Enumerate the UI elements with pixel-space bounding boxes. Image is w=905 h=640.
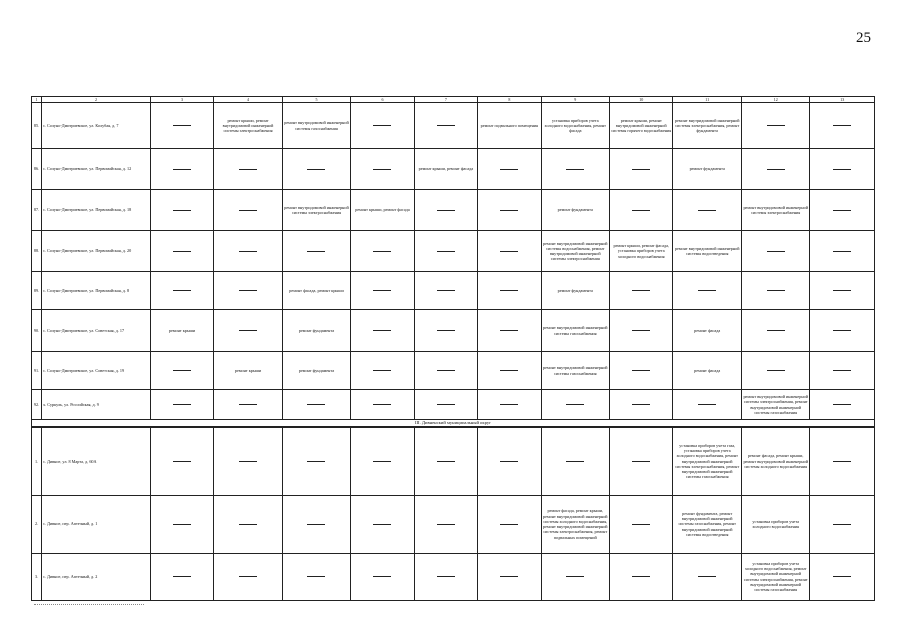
table-row — [32, 553, 875, 600]
works-cell: установка приборов учета холодного водоснабжения, ремонт фасада — [541, 103, 609, 149]
address-cell: с. Солуно-Дмитриевское, ул. Первомайская, д. 12 — [42, 149, 151, 190]
dash-mark — [173, 370, 191, 371]
column-number-2: 2 — [42, 97, 151, 103]
empty-dash-cell — [810, 390, 875, 420]
dash-mark — [173, 404, 191, 405]
empty-dash-cell — [351, 149, 414, 190]
dash-mark — [239, 461, 257, 462]
empty-dash-cell — [351, 390, 414, 420]
dash-mark — [500, 251, 518, 252]
table-row — [32, 190, 875, 231]
empty-dash-cell — [414, 190, 477, 231]
empty-dash-cell — [414, 553, 477, 600]
empty-dash-cell — [414, 231, 477, 272]
works-cell: установка приборов учета холодного водоснабжения — [741, 495, 809, 553]
empty-dash-cell — [673, 272, 741, 310]
address-cell: с. Солуно-Дмитриевское, ул. Первомайская, д. 8 — [42, 272, 151, 310]
empty-dash-cell — [478, 190, 541, 231]
dash-mark — [437, 370, 455, 371]
empty-dash-cell — [150, 272, 213, 310]
dash-mark — [437, 290, 455, 291]
empty-dash-cell — [414, 390, 477, 420]
works-cell: ремонт фундамента — [541, 190, 609, 231]
dash-mark — [437, 461, 455, 462]
dash-mark — [833, 251, 851, 252]
dash-mark — [632, 330, 650, 331]
table-row — [32, 310, 875, 352]
empty-dash-cell — [150, 553, 213, 600]
empty-dash-cell — [214, 495, 282, 553]
works-cell: ремонт фундамента — [282, 310, 350, 352]
empty-dash-cell — [810, 495, 875, 553]
dash-mark — [239, 210, 257, 211]
works-cell: ремонт внутридомовой инженерной системы газоснабжения — [541, 310, 609, 352]
empty-dash-cell — [351, 553, 414, 600]
address-cell: с. Дивное, пер. Аптечный, д. 1 — [42, 495, 151, 553]
dash-mark — [767, 290, 785, 291]
address-cell: с. Солуно-Дмитриевское, ул. Первомайская, д. 18 — [42, 190, 151, 231]
works-cell: ремонт внутридомовой инженерной системы водоснабжения, ремонт внутридомовой инженерной системы электроснабжения — [541, 231, 609, 272]
empty-dash-cell — [150, 231, 213, 272]
empty-dash-cell — [673, 390, 741, 420]
dash-mark — [767, 330, 785, 331]
empty-dash-cell — [541, 427, 609, 495]
works-cell: ремонт крыши, ремонт внутридомовой инженерной системы горячего водоснабжения — [610, 103, 673, 149]
empty-dash-cell — [214, 310, 282, 352]
dash-mark — [173, 576, 191, 577]
dash-mark — [500, 524, 518, 525]
dash-mark — [173, 290, 191, 291]
empty-dash-cell — [282, 390, 350, 420]
table-row — [32, 272, 875, 310]
column-number-5: 5 — [282, 97, 350, 103]
column-number-7: 7 — [414, 97, 477, 103]
dash-mark — [239, 251, 257, 252]
works-cell: установка приборов учета газа, установка приборов учета холодного водоснабжения, ремонт внутридомовой инженерной системы электроснабжения, ремонт внутридомовой инженерной системы газоснабжения — [673, 427, 741, 495]
empty-dash-cell — [478, 427, 541, 495]
table-row — [32, 231, 875, 272]
empty-dash-cell — [610, 272, 673, 310]
dash-mark — [767, 169, 785, 170]
dash-mark — [698, 210, 716, 211]
works-cell: ремонт крыши, ремонт фасада — [414, 149, 477, 190]
works-cell: ремонт крыши — [214, 352, 282, 390]
empty-dash-cell — [610, 310, 673, 352]
dash-mark — [833, 290, 851, 291]
empty-dash-cell — [414, 310, 477, 352]
dash-mark — [500, 290, 518, 291]
dash-mark — [239, 169, 257, 170]
dash-mark — [632, 404, 650, 405]
empty-dash-cell — [478, 390, 541, 420]
dash-mark — [173, 524, 191, 525]
dash-mark — [833, 210, 851, 211]
empty-dash-cell — [351, 352, 414, 390]
dash-mark — [307, 576, 325, 577]
dash-mark — [698, 290, 716, 291]
works-cell: ремонт внутридомовой инженерной системы электроснабжения — [741, 190, 809, 231]
dash-mark — [373, 290, 391, 291]
address-cell: с. Дивное, пер. Аптечный, д. 2 — [42, 553, 151, 600]
works-cell: установка приборов учета холодного водоснабжения, ремонт внутридомовой инженерной системы электроснабжения, ремонт внутридомовой инженерной системы газоснабжения — [741, 553, 809, 600]
footer-dotted-line — [34, 604, 144, 605]
dash-mark — [833, 125, 851, 126]
empty-dash-cell — [282, 495, 350, 553]
empty-dash-cell — [351, 495, 414, 553]
dash-mark — [173, 461, 191, 462]
row-number: 89. — [32, 272, 42, 310]
table-row — [32, 352, 875, 390]
works-cell: ремонт внутридомовой инженерной системы водоотведения — [673, 231, 741, 272]
empty-dash-cell — [214, 190, 282, 231]
empty-dash-cell — [214, 553, 282, 600]
section-header-row — [32, 420, 875, 428]
dash-mark — [698, 404, 716, 405]
empty-dash-cell — [478, 352, 541, 390]
empty-dash-cell — [610, 495, 673, 553]
empty-dash-cell — [610, 149, 673, 190]
dash-mark — [833, 524, 851, 525]
empty-dash-cell — [478, 310, 541, 352]
empty-dash-cell — [282, 231, 350, 272]
empty-dash-cell — [282, 427, 350, 495]
empty-dash-cell — [478, 231, 541, 272]
section-title: III. Дивненский муниципальный округ — [32, 420, 875, 428]
works-cell: ремонт крыши, ремонт внутридомовой инженерной системы электроснабжения — [214, 103, 282, 149]
empty-dash-cell — [741, 310, 809, 352]
empty-dash-cell — [741, 231, 809, 272]
empty-dash-cell — [214, 149, 282, 190]
dash-mark — [566, 461, 584, 462]
works-cell: ремонт внутридомовой инженерной системы электроснабжения, ремонт внутридомовой инженерной системы газоснабжения — [741, 390, 809, 420]
dash-mark — [373, 576, 391, 577]
dash-mark — [437, 404, 455, 405]
works-cell: ремонт фундамента — [282, 352, 350, 390]
dash-mark — [698, 576, 716, 577]
empty-dash-cell — [741, 103, 809, 149]
empty-dash-cell — [150, 103, 213, 149]
address-cell: х. Суркуль, ул. Российская, д. 9 — [42, 390, 151, 420]
table-row — [32, 495, 875, 553]
row-number: 91. — [32, 352, 42, 390]
dash-mark — [632, 210, 650, 211]
dash-mark — [373, 169, 391, 170]
row-number: 1. — [32, 427, 42, 495]
empty-dash-cell — [351, 103, 414, 149]
dash-mark — [833, 404, 851, 405]
empty-dash-cell — [810, 352, 875, 390]
repair-schedule-table — [31, 96, 875, 601]
column-number-12: 12 — [741, 97, 809, 103]
dash-mark — [437, 524, 455, 525]
empty-dash-cell — [351, 310, 414, 352]
empty-dash-cell — [478, 495, 541, 553]
dash-mark — [239, 330, 257, 331]
row-number: 85. — [32, 103, 42, 149]
empty-dash-cell — [478, 149, 541, 190]
empty-dash-cell — [150, 149, 213, 190]
works-cell: ремонт фундамента — [673, 149, 741, 190]
works-cell: ремонт крыши — [150, 310, 213, 352]
empty-dash-cell — [810, 103, 875, 149]
dash-mark — [500, 370, 518, 371]
dash-mark — [767, 370, 785, 371]
empty-dash-cell — [282, 553, 350, 600]
column-number-3: 3 — [150, 97, 213, 103]
dash-mark — [173, 251, 191, 252]
dash-mark — [500, 576, 518, 577]
empty-dash-cell — [810, 553, 875, 600]
dash-mark — [767, 125, 785, 126]
column-number-4: 4 — [214, 97, 282, 103]
works-cell: ремонт внутридомовой инженерной системы электроснабжения, ремонт фундамента — [673, 103, 741, 149]
dash-mark — [500, 210, 518, 211]
empty-dash-cell — [214, 427, 282, 495]
empty-dash-cell — [610, 190, 673, 231]
empty-dash-cell — [414, 272, 477, 310]
works-cell: ремонт фундамента, ремонт внутридомовой инженерной системы газоснабжения, ремонт внутридомовой инженерной системы водоотведения — [673, 495, 741, 553]
empty-dash-cell — [214, 231, 282, 272]
empty-dash-cell — [150, 390, 213, 420]
row-number: 87. — [32, 190, 42, 231]
dash-mark — [632, 169, 650, 170]
dash-mark — [173, 125, 191, 126]
empty-dash-cell — [150, 495, 213, 553]
dash-mark — [833, 461, 851, 462]
works-cell: ремонт фасада — [673, 352, 741, 390]
dash-mark — [373, 125, 391, 126]
column-number-11: 11 — [673, 97, 741, 103]
dash-mark — [173, 210, 191, 211]
empty-dash-cell — [214, 272, 282, 310]
empty-dash-cell — [810, 190, 875, 231]
dash-mark — [307, 524, 325, 525]
empty-dash-cell — [414, 427, 477, 495]
dash-mark — [373, 370, 391, 371]
empty-dash-cell — [610, 352, 673, 390]
works-cell: ремонт внутридомовой инженерной системы электроснабжения — [282, 190, 350, 231]
row-number: 92. — [32, 390, 42, 420]
dash-mark — [373, 404, 391, 405]
empty-dash-cell — [150, 190, 213, 231]
address-cell: с. Солуно-Дмитриевское, ул. Советская, д. 17 — [42, 310, 151, 352]
empty-dash-cell — [610, 390, 673, 420]
dash-mark — [307, 169, 325, 170]
row-number: 86. — [32, 149, 42, 190]
empty-dash-cell — [810, 149, 875, 190]
page-number: 25 — [856, 30, 871, 46]
column-number-9: 9 — [541, 97, 609, 103]
dash-mark — [632, 461, 650, 462]
dash-mark — [500, 169, 518, 170]
dash-mark — [437, 576, 455, 577]
empty-dash-cell — [414, 352, 477, 390]
row-number: 90. — [32, 310, 42, 352]
empty-dash-cell — [351, 427, 414, 495]
works-cell: ремонт подвального помещения — [478, 103, 541, 149]
dash-mark — [239, 576, 257, 577]
dash-mark — [437, 125, 455, 126]
empty-dash-cell — [673, 190, 741, 231]
dash-mark — [500, 330, 518, 331]
column-number-1: 1 — [32, 97, 42, 103]
dash-mark — [500, 461, 518, 462]
dash-mark — [566, 576, 584, 577]
dash-mark — [833, 576, 851, 577]
empty-dash-cell — [414, 103, 477, 149]
dash-mark — [307, 251, 325, 252]
empty-dash-cell — [610, 553, 673, 600]
address-cell: с. Дивное, ул. 8 Марта, д. 60А — [42, 427, 151, 495]
dash-mark — [373, 251, 391, 252]
dash-mark — [239, 404, 257, 405]
table-row — [32, 390, 875, 420]
dash-mark — [632, 576, 650, 577]
dash-mark — [767, 251, 785, 252]
row-number: 2. — [32, 495, 42, 553]
dash-mark — [307, 404, 325, 405]
dash-mark — [373, 330, 391, 331]
empty-dash-cell — [741, 352, 809, 390]
works-cell: ремонт крыши, ремонт фасада — [351, 190, 414, 231]
dash-mark — [632, 290, 650, 291]
dash-mark — [632, 524, 650, 525]
empty-dash-cell — [351, 272, 414, 310]
works-cell: ремонт фасада, ремонт крыши, ремонт внутридомовой инженерной системы холодного водоснабжения — [741, 427, 809, 495]
empty-dash-cell — [541, 553, 609, 600]
dash-mark — [437, 210, 455, 211]
empty-dash-cell — [478, 553, 541, 600]
empty-dash-cell — [282, 149, 350, 190]
dash-mark — [307, 461, 325, 462]
column-number-10: 10 — [610, 97, 673, 103]
empty-dash-cell — [810, 272, 875, 310]
empty-dash-cell — [741, 149, 809, 190]
works-cell: ремонт фасада, ремонт крыши, ремонт внутридомовой инженерной системы холодного водоснабжения, ремонт внутридомовой инженерной системы электроснабжения, ремонт подвальных помещений — [541, 495, 609, 553]
empty-dash-cell — [541, 390, 609, 420]
column-number-6: 6 — [351, 97, 414, 103]
empty-dash-cell — [810, 231, 875, 272]
address-cell: с. Солуно-Дмитриевское, ул. Первомайская, д. 20 — [42, 231, 151, 272]
works-cell: ремонт внутридомовой инженерной системы газоснабжения — [282, 103, 350, 149]
row-number: 3. — [32, 553, 42, 600]
dash-mark — [437, 330, 455, 331]
table-row — [32, 149, 875, 190]
empty-dash-cell — [351, 231, 414, 272]
table-row — [32, 427, 875, 495]
dash-mark — [239, 524, 257, 525]
works-cell: ремонт фасада — [673, 310, 741, 352]
dash-mark — [373, 524, 391, 525]
column-number-13: 13 — [810, 97, 875, 103]
empty-dash-cell — [810, 310, 875, 352]
dash-mark — [239, 290, 257, 291]
dash-mark — [173, 169, 191, 170]
dash-mark — [373, 461, 391, 462]
empty-dash-cell — [541, 149, 609, 190]
dash-mark — [632, 370, 650, 371]
works-cell: ремонт фундамента — [541, 272, 609, 310]
empty-dash-cell — [741, 272, 809, 310]
empty-dash-cell — [810, 427, 875, 495]
dash-mark — [833, 330, 851, 331]
empty-dash-cell — [214, 390, 282, 420]
row-number: 88. — [32, 231, 42, 272]
empty-dash-cell — [610, 427, 673, 495]
empty-dash-cell — [673, 553, 741, 600]
address-cell: с. Солуно-Дмитриевское, ул. Советская, д. 19 — [42, 352, 151, 390]
column-number-8: 8 — [478, 97, 541, 103]
address-cell: с. Солуно-Дмитриевское, ул. Колубая, д. 7 — [42, 103, 151, 149]
works-cell: ремонт фасада, ремонт крыши — [282, 272, 350, 310]
dash-mark — [500, 404, 518, 405]
dash-mark — [566, 404, 584, 405]
dash-mark — [833, 169, 851, 170]
dash-mark — [833, 370, 851, 371]
table-row — [32, 103, 875, 149]
empty-dash-cell — [150, 352, 213, 390]
works-cell: ремонт крыши, ремонт фасада, установка приборов учета холодного водоснабжения — [610, 231, 673, 272]
empty-dash-cell — [150, 427, 213, 495]
works-cell: ремонт внутридомовой инженерной системы газоснабжения — [541, 352, 609, 390]
empty-dash-cell — [414, 495, 477, 553]
empty-dash-cell — [478, 272, 541, 310]
dash-mark — [437, 251, 455, 252]
dash-mark — [566, 169, 584, 170]
